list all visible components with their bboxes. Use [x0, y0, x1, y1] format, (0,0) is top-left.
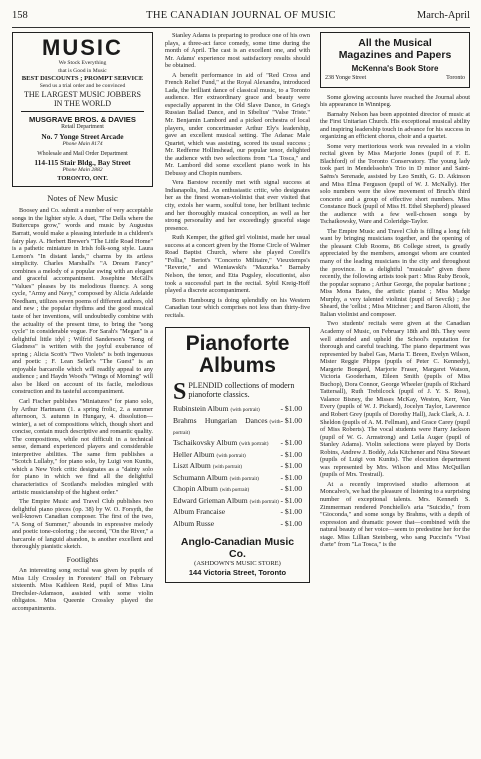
album-note: (with portrait)	[219, 487, 250, 494]
album-name: Album Francaise	[173, 507, 226, 517]
paragraph: The Empire Music and Travel Club publishes two delightful piano pieces (op. 38) by W. O. Forsyth, the well-known Canadian composer. The first of the two, "A Song of Summer," abounds in expressive melody and poetic tone-coloring ; the second, "On the River," a barcarole of languid abandon, is another excellent and thoroughly pianistic sketch.	[12, 498, 153, 551]
ad-address: 144 Victoria Street, Toronto	[188, 567, 287, 577]
album-note: (with portrait)	[249, 498, 279, 505]
album-item	[173, 416, 302, 438]
album-price: - $1.00	[280, 461, 302, 471]
album-note: (with portrait)	[212, 464, 243, 471]
ad-publisher-sub: (ASHDOWN'S MUSIC STORE)	[194, 559, 281, 567]
album-item	[173, 519, 302, 530]
ad-store-name: McKenna's Book Store	[351, 64, 439, 73]
ad-line: No. 7 Yonge Street Arcade	[41, 131, 124, 141]
mckenna-advertisement	[320, 32, 470, 88]
album-item	[173, 484, 302, 495]
ad-line: Send us a trial order and be convinced	[39, 82, 126, 89]
album-price: - $1.00	[280, 438, 302, 448]
album-name: Liszt Album	[173, 461, 211, 471]
paragraph: Some glowing accounts have reached the Journal about his appearance in Winnipeg.	[320, 93, 470, 109]
album-note: (with portrait)	[239, 441, 269, 448]
paragraph: Boosey and Co. submit a number of very acceptable songs in the lighter style. A duet, "The Dells where the Buttercups grow," words and music by Augustus Barratt, would make a pleasing interlude in a children's fairy play. A. Herbert Brewer's "The Little Road Home" is a pathetic miniature in Irish folk-song style. Laura Lemon's "In distant lands," charms by its artless simplicity. Charles Marshall's "A Dream Fancy" combines a melody of a popular swing with an elegant and graceful accompaniment. Josephine McGill's "Values" pleases by its melodious fluency. A song cycle, "Army and Navy," composed by Alicia Adelaide Needham, utilizes seven poems of different authors, old and new ; the popular rhythms and the good musical taste of her inventions, will undoubtedly combine with the actuality of the present time, to bring the "song cycle" in considerable vogue. For Sarah's "Megan" is a delightful little idyl ; Wilfrid Sanderson's "Song of Gladness" is written with the joyful exuberance of spring ; Alicia Scott's "Two Violets" is both ingenuous and poetic ; F. Lean Seller's "The Guest" is an enjoyable barcarolle which will readily appeal to any audience ; and Haydn Wood's "Wings of Morning" will also be liked on account of its facile, melodious construction and its tasteful accompaniment.	[12, 207, 153, 396]
album-item	[173, 507, 302, 518]
album-item	[173, 496, 302, 507]
album-name: Heller Album	[173, 449, 215, 459]
paragraph: An interesting song recital was given by pupils of Miss Lily Crossley in Foresters' Hall on February sixteenth. Miss Kathleen Reid, pupil of Miss Lina Drechsler-Adamson, assisted with some violin obligatos. Miss Queenie Crossley played the accompaniments.	[12, 566, 153, 612]
ad-title: MUSIC	[42, 35, 123, 60]
album-price: - $1.00	[280, 484, 302, 494]
album-name: Edward Grieman Album	[173, 495, 248, 505]
musgrave-advertisement	[12, 32, 153, 187]
ad-intro: SPLENDID collections of modern pianoforte classics.	[173, 379, 295, 406]
ad-line: We Stock Everything	[58, 60, 107, 66]
drop-cap: S	[173, 379, 187, 406]
paragraph: The Empire Music and Travel Club is filling a long felt want by bringing musicians together, and the opening of the pleasant Club Rooms, 86 College street, is greatly appreciated by the members, amongst whom are counted many of the leading musicians in the city and throughout the province. In a delightful "musicale" given there recently, the following artists took part : Miss Ruby Brook, the popular soprano ; Arthur George, the popular baritone ; Miss Mona Bates, the artistic pianist ; Miss Madge Murphy, a very talented violinist (pupil of Sevcik) ; Joe Sheard, the 'cellist ; Miss Mitchner ; and Baron Aliotti, the Italian violinist and composer.	[320, 227, 470, 318]
column-right	[320, 32, 470, 752]
album-price: - $1.00	[280, 518, 302, 528]
ad-line: BEST DISCOUNTS ; PROMPT SERVICE	[21, 75, 144, 83]
album-note: (with portrait)	[173, 418, 281, 436]
ad-line: Phone Main 2882	[62, 167, 103, 174]
album-name: Tschaikovsky Album	[173, 438, 238, 448]
section-title-new-music: Notes of New Music	[47, 193, 118, 204]
ad-line: that is Good in Music	[58, 67, 107, 74]
column-middle	[165, 32, 310, 752]
ad-line: Phone Main 8174	[62, 140, 103, 147]
journal-title: THE CANADIAN JOURNAL OF MUSIC	[146, 10, 336, 21]
ad-line: TORONTO, ONT.	[57, 174, 108, 182]
paragraph: Boris Hambourg is doing splendidly on his Western Canadian tour which comprises not less than thirty-five recitals.	[165, 296, 310, 319]
ad-title: Albums	[198, 354, 276, 378]
album-name: Schumann Album	[173, 472, 228, 482]
album-item	[173, 438, 302, 449]
ad-publisher: Anglo-Canadian Music Co.	[180, 535, 295, 560]
album-price: - $1.00	[280, 404, 302, 414]
album-price: - $1.00	[280, 495, 302, 505]
album-item	[173, 473, 302, 484]
album-name: Chopin Album	[173, 484, 218, 494]
paragraph: Vera Barstow recently met with signal success at Indianapolis, Ind. An enthusiastic critic, who designates her as the finest woman-violinist that ever visited that city, extols her warm, soulful tone, her brilliant technic and her thoroughly musical conception, as well as her strong personality and her exceedingly graceful stage presence.	[165, 179, 310, 232]
issue-date: March-April	[416, 10, 470, 21]
ad-title: All the Musical	[358, 37, 432, 49]
album-list	[173, 404, 302, 530]
album-price: - $1.00	[280, 472, 302, 482]
paragraph: A benefit performance in aid of "Red Cross and French Relief Fund," at the Royal Alexandra, introduced Lada, the brilliant dance of classical music, to a Toronto audience. Her extraordinary grace and beauty were especially apparent in the Old Slave Dance, in Grieg's Russian Ballad Dance, and in Sibelius' "Valse Triste." Mr. Benjamin Lambord and a picked orchestra of local players, under concertmaster Arthur Ely's leadership, gave an excellent musical setting. The Adanac Male Quartet, which was assisting, scored its usual success ; Mr. Redferne Hollinshead, our popular tenor, delighted the audience with two selections from "La Tosca," and Mr. Lambord did some excellent piano work in his Debussy and Chopin numbers.	[165, 71, 310, 177]
album-name: Brahms Hungarian Dances	[173, 415, 268, 425]
album-price: - $1.00	[280, 449, 302, 459]
album-note: (with portrait)	[230, 407, 260, 414]
ad-line: Retail Department	[61, 124, 104, 131]
ad-title: Pianoforte	[185, 332, 290, 356]
album-price: - $1.00	[280, 415, 302, 425]
page-number: 158	[12, 10, 28, 21]
paragraph: Some very meritorious work was revealed in a violin recital given by Miss Marjorie Jones (pupil of F. E. Blachford) of the Toronto Conservatory. The young lady took part in Mendelssohn's Trio in D minor and Saint-Saëns's Serenade, assisted by Leo Smith, G. D. Atkinson and Miss Elma Ferguson (pupil of W. J. McNally). Her solo numbers were the slow movement of Bruch's third concerto and a group of effective short numbers. Miss Constance Buck (pupil of Miss H. Ethel Shepherd) pleased the audience with a few well-chosen songs by Tschaikowsky, Ware and Coleridge-Taylor.	[320, 142, 470, 226]
album-note: (with portrait)	[216, 452, 246, 459]
album-item	[173, 450, 302, 461]
column-left	[12, 32, 153, 752]
album-note: (with portrait)	[229, 475, 259, 482]
page-header	[12, 8, 470, 28]
ad-line: IN THE WORLD	[53, 99, 112, 109]
paragraph: Stanley Adams is preparing to produce one of his own plays, a three-act farce comedy, some time during the month of April. The cast is an excellent one, and with Mr. Adams' experience most satisfactory results should be obtained.	[165, 32, 310, 70]
paragraph: Ruth Kemper, the gifted girl violinist, made her usual success at a concert given by the Home Circle of Walmer Road Baptist Church, where she played Corelli's "Follia," Beriot's "Concerto Militaire," Vieuxtemps's "Reverie," and Wieniawski's "Mazurka." Barnaby Nelson, the tenor, and Etta Pugsley, elocutionist, also took a successful part in the recital. Sybil Kreig-Hoff played a discrete accompaniment.	[165, 234, 310, 295]
album-name: Album Russe	[173, 518, 215, 528]
ad-line: THE LARGEST MUSIC JOBBERS	[24, 90, 141, 100]
paragraph: At a recently improvised studio afternoon at Moncalvo's, we had the pleasure of listening to a surprising number of exceptional talents. Mrs. Kenneth S. Zimmerman rendered Ponchiello's aria "Suicidio," from "Gioconda," and some songs by Brahms, with a depth of expression and dramatic power that—combined with the natural beauty of her voice—seem to predestine her for the stage. Miss Lillian Steinberg, who sang Puccini's "Vissi d'arte" from "La Tosca," is the	[320, 480, 470, 549]
ad-city: Toronto	[446, 75, 465, 81]
paragraph: Two students' recitals were given at the Canadian Academy of Music, on February 18th and 8th. They were well attended and upheld the School's reputation for thorough and careful teaching. The piano department was represented by Isabel Gas, Maria T. Breen, Evelyn Wilson, Mister Reggie Phipps (pupils of Peter C. Kennedy), Margerie Bongard, Marjorie Fraser, Margaret Watson, Victoria Gooderham, Eileen Smith (pupils of Miss Buchop), Dora Connor, George Wheeler (pupils of Richard Tattersall), Ruth Trebilcock (pupil of J. Y. S. Ross), Valance Bisney, the Misses McKay, Weston, Kerr, Van Every (pupils of W. J. Pickard), Jocelyn Taylor, Lawrence and Robert Grey (pupils of Dorothy Hall), Jack Clark, A. J. Sheldon (pupils of A. M. Fellman), and Grace Carey (pupil of Miss Roberts). The vocal students were Harry Jackson (pupil of W. G. Armstrong) and Leila Auger (pupil of Stanley Adams). Violin selections were played by Doris Robins, Andrew J. Boddy, Ada Kitchener and Nina Stewart (pupils of Luigi von Kunits). The elocution department was represented by Mrs. Wilson and Miss McQuillan (pupils of Mrs. Trestrail).	[320, 320, 470, 479]
ad-line: Wholesale and Mail Order Department	[37, 150, 128, 157]
ad-company: MUSGRAVE BROS. & DAVIES	[29, 115, 136, 125]
album-item	[173, 461, 302, 472]
pianoforte-albums-advertisement	[165, 327, 310, 583]
ad-line: 114-115 Stair Bldg., Bay Street	[34, 158, 131, 168]
paragraph: Carl Fischer publishes "Miniatures" for piano solo, by Arthur Hartmann (1. a spring frolic, 2. a summer afternoon, 3. autumn in Hungary, 4. dissolution—winter), a set of compositions which, though short and concise, contain much descriptive and romantic quality. The compositions, while not difficult in a technical sense, demand experienced players and considerable interpretive abilities. The same firm publishes a "Scotch Lullaby," for piano solo, by Luigi von Kunits, which a New York critic designates as a "dainty solo for piano in which we find all the delightful characteristics of Scotland's melodies mingled with artistic musicianship of the highest order."	[12, 398, 153, 496]
album-price: - $1.00	[280, 507, 302, 517]
album-item	[173, 404, 302, 415]
section-title-footlights: Footlights	[66, 554, 99, 564]
paragraph: Barnaby Nelson has been appointed director of music at the First Unitarian Church. His exceptional musical ability and inspiring leadership touch in advance for his success in organizing an efficient chorus, choir and a quartet.	[320, 110, 470, 141]
ad-address: 238 Yonge Street	[325, 75, 367, 81]
ad-title: Magazines and Papers	[338, 49, 452, 61]
album-name: Rubinstein Album	[173, 404, 229, 414]
